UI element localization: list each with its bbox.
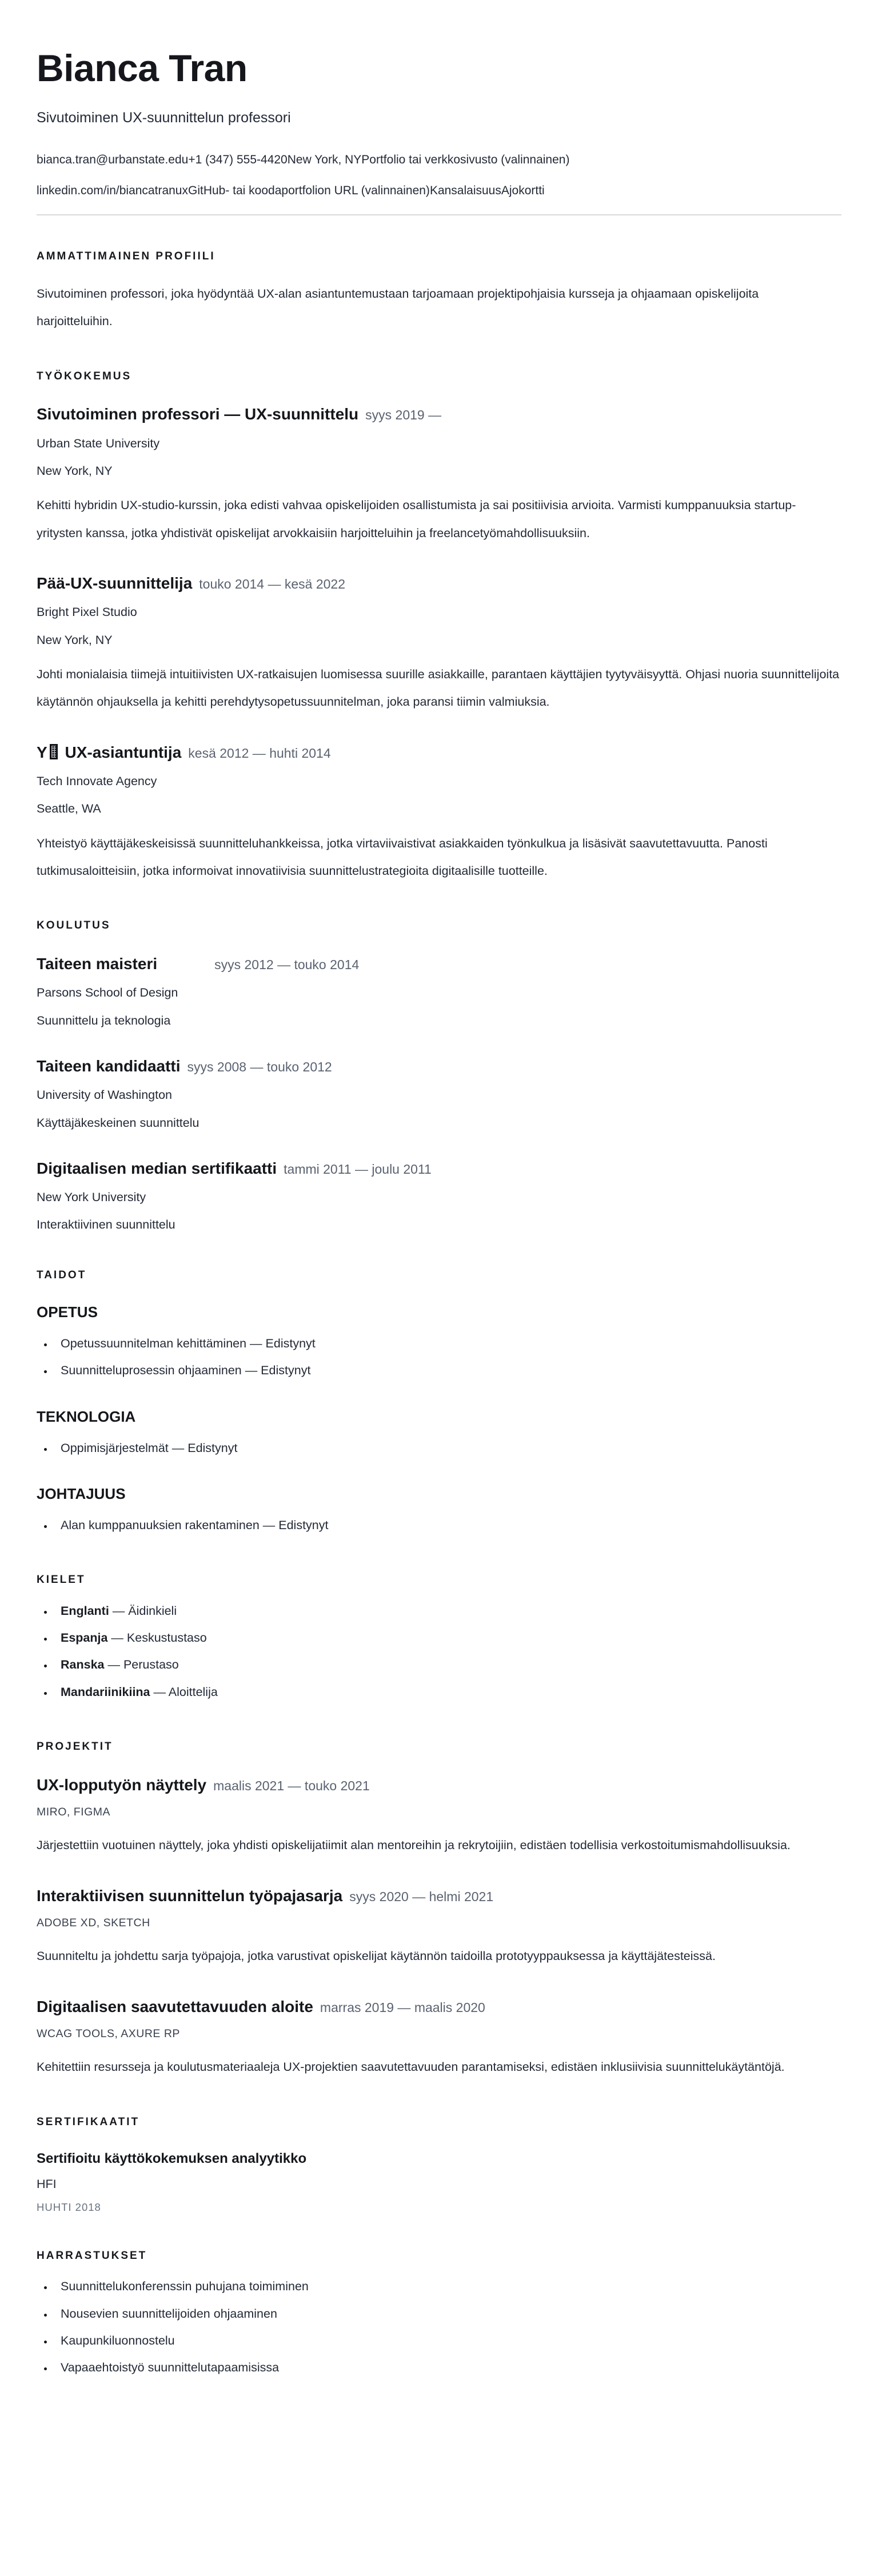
skill-list xyxy=(37,1435,841,1462)
degree-field: Käyttäjäkeskeinen suunnittelu xyxy=(37,1115,199,1130)
section-education xyxy=(37,919,841,1234)
profile-text: Sivutoiminen professori, joka hyödyntää UX-alan asiantuntemustaan tarjoamaan projektipohjaisia kursseja ja ohjaamaan opiskelijoita harjoitteluihin. xyxy=(37,286,759,329)
language-item xyxy=(54,1598,841,1625)
job-location: New York, NY xyxy=(37,464,113,478)
job-dates: kesä 2012 — huhti 2014 xyxy=(188,745,331,761)
language-level: — Äidinkieli xyxy=(109,1603,177,1618)
header-divider xyxy=(37,214,841,215)
degree-title: Taiteen kandidaatti xyxy=(37,1057,181,1075)
job-title-row xyxy=(37,742,841,763)
language-name: Mandariinikiina xyxy=(61,1685,150,1699)
job-dates: syys 2019 — xyxy=(365,407,442,423)
degree-entry xyxy=(37,1056,841,1132)
resume-header xyxy=(37,48,841,215)
hobby-item: • Nousevien suunnittelijoiden ohjaaminen xyxy=(54,2301,841,2327)
skill-item: • Alan kumppanuuksien rakentaminen — Edistynyt xyxy=(54,1512,841,1539)
contact-row-1 xyxy=(37,151,841,169)
project-entry xyxy=(37,1775,841,1859)
job-description: Johti monialaisia tiimejä intuitiivisten UX-ratkaisujen luomisessa suurille asiakkaille, parantaen käyttäjien tyytyväisyyttä. Ohjasi nuoria suunnittelijoita käytännön ohjauksella ja kehitti perehdytysopetussuunnitelman, joka paransi tiimin valmiuksia. xyxy=(37,667,840,709)
skill-item: • Opetussuunnitelman kehittäminen — Edistynyt xyxy=(54,1330,841,1357)
degree-dates: syys 2012 — touko 2014 xyxy=(214,957,360,972)
contact-portfolio-placeholder: Portfolio tai verkkosivusto (valinnainen) xyxy=(361,153,570,167)
section-heading-work: TYÖKOKEMUS xyxy=(37,370,132,382)
language-item xyxy=(54,1651,841,1678)
contact-row-2 xyxy=(37,182,841,200)
job-location: New York, NY xyxy=(37,633,113,647)
contact-phone: +1 (347) 555-4420 xyxy=(188,153,288,167)
degree-title-row xyxy=(37,1158,841,1179)
job-title: Sivutoiminen professori — UX-suunnittelu xyxy=(37,405,359,423)
certification-issuer: HFI xyxy=(37,2177,57,2191)
project-tools: MIRO, FIGMA xyxy=(37,1805,110,1818)
project-title: Digitaalisen saavutettavuuden aloite xyxy=(37,1997,313,2015)
section-projects xyxy=(37,1740,841,2081)
degree-title-row xyxy=(37,1056,841,1077)
job-title-row xyxy=(37,573,841,594)
job-description: Yhteistyö käyttäjäkeskeisissä suunnitteluhankkeissa, jotka virtaviivaistivat asiakkaiden työnkulkua ja lisäsivät saavutettavuutta. Panosti tutkimusaloitteisiin, jotka informoivat innovatiivisia suunnittelustrategioita digitaalisille tuotteille. xyxy=(37,836,768,878)
job-title-suffix: UX-asiantuntija xyxy=(60,743,182,761)
project-dates: syys 2020 — helmi 2021 xyxy=(349,1889,494,1904)
contact-drivers-license-label: Ajokortti xyxy=(501,183,545,197)
section-heading-profile: AMMATTIMAINEN PROFIILI xyxy=(37,250,215,263)
section-heading-skills: TAIDOT xyxy=(37,1269,87,1281)
missing-glyph-box-icon xyxy=(50,744,58,759)
hobby-item: • Suunnittelukonferenssin puhujana toimiminen xyxy=(54,2273,841,2300)
skill-group-name: OPETUS xyxy=(37,1303,98,1321)
job-entry xyxy=(37,573,841,716)
project-title-row xyxy=(37,1775,841,1795)
degree-school: Parsons School of Design xyxy=(37,986,178,1000)
job-location: Seattle, WA xyxy=(37,802,101,816)
language-level: — Keskustustaso xyxy=(107,1630,207,1645)
contact-github-placeholder: GitHub- tai koodaportfolion URL (valinnainen) xyxy=(187,183,430,197)
degree-school: New York University xyxy=(37,1190,146,1205)
project-tools: WCAG TOOLS, AXURE RP xyxy=(37,2027,180,2041)
project-title-row xyxy=(37,1997,841,2017)
project-dates: maalis 2021 — touko 2021 xyxy=(213,1778,370,1793)
job-company: Bright Pixel Studio xyxy=(37,605,137,619)
section-languages xyxy=(37,1573,841,1706)
job-company: Urban State University xyxy=(37,436,160,450)
skill-item: • Oppimisjärjestelmät — Edistynyt xyxy=(54,1435,841,1462)
degree-dates: syys 2008 — touko 2012 xyxy=(187,1059,332,1074)
skill-group-name: JOHTAJUUS xyxy=(37,1485,126,1502)
language-name: Espanja xyxy=(61,1630,108,1645)
language-name: Englanti xyxy=(61,1603,109,1618)
section-skills xyxy=(37,1269,841,1539)
project-entry xyxy=(37,1886,841,1970)
degree-entry xyxy=(37,1158,841,1234)
section-certifications xyxy=(37,2115,841,2215)
contact-location: New York, NY xyxy=(287,153,362,167)
hobby-item: • Vapaaehtoistyö suunnittelutapaamisissa xyxy=(54,2354,841,2381)
hobby-item: • Kaupunkiluonnostelu xyxy=(54,2327,841,2354)
degree-title: Digitaalisen median sertifikaatti xyxy=(37,1159,277,1177)
project-description: Järjestettiin vuotuinen näyttely, joka yhdisti opiskelijatiimit alan mentoreihin ja rekrytoijiin, edistäen todellisia verkostoitumismahdollisuuksia. xyxy=(37,1838,791,1853)
job-entry xyxy=(37,742,841,885)
job-title: Pää-UX-suunnittelija xyxy=(37,574,193,593)
job-dates: touko 2014 — kesä 2022 xyxy=(199,577,346,592)
skill-list xyxy=(37,1512,841,1539)
project-title-row xyxy=(37,1886,841,1906)
section-heading-education: KOULUTUS xyxy=(37,919,111,932)
job-entry xyxy=(37,404,841,547)
skill-list xyxy=(37,1330,841,1385)
degree-school: University of Washington xyxy=(37,1088,172,1102)
project-dates: marras 2019 — maalis 2020 xyxy=(320,1999,485,2015)
section-heading-languages: KIELET xyxy=(37,1573,86,1586)
degree-entry xyxy=(37,954,841,1030)
degree-title: Taiteen maisteri xyxy=(37,955,158,973)
project-description: Kehitettiin resursseja ja koulutusmateriaaleja UX-projektien saavutettavuuden parantamiseksi, edistäen inklusiivisia suunnittelukäytäntöjä. xyxy=(37,2060,785,2074)
skill-item: • Suunnitteluprosessin ohjaaminen — Edistynyt xyxy=(54,1357,841,1384)
contact-email: bianca.tran@urbanstate.edu xyxy=(37,153,189,167)
language-name: Ranska xyxy=(61,1658,105,1672)
degree-title-row xyxy=(37,954,841,974)
language-level: — Perustaso xyxy=(104,1658,179,1672)
section-profile xyxy=(37,250,841,335)
language-item xyxy=(54,1679,841,1706)
section-work xyxy=(37,370,841,885)
section-heading-projects: PROJEKTIT xyxy=(37,1740,113,1753)
certification-entry xyxy=(37,2150,841,2214)
job-description: Kehitti hybridin UX-studio-kurssin, joka edisti vahvaa opiskelijoiden osallistumista ja sai positiivisia arvioita. Varmisti kumppanuuksia startup-yritysten kanssa, jotka yhdistivät opiskelijat arvokkaisiin harjoitteluihin ja freelancetyömahdollisuuksiin. xyxy=(37,498,796,540)
degree-field: Suunnittelu ja teknologia xyxy=(37,1013,171,1027)
candidate-name: Bianca Tran xyxy=(37,47,248,89)
project-entry xyxy=(37,1997,841,2081)
language-level: — Aloittelija xyxy=(150,1685,218,1699)
candidate-title: Sivutoiminen UX-suunnittelun professori xyxy=(37,110,291,126)
skill-group-name: TEKNOLOGIA xyxy=(37,1407,136,1425)
degree-dates: tammi 2011 — joulu 2011 xyxy=(284,1161,432,1177)
certification-title: Sertifioitu käyttökokemuksen analyytikko xyxy=(37,2151,307,2167)
degree-field: Interaktiivinen suunnittelu xyxy=(37,1218,175,1232)
section-heading-certifications: SERTIFIKAATIT xyxy=(37,2115,140,2128)
section-hobbies xyxy=(37,2249,841,2382)
hobby-list xyxy=(37,2273,841,2381)
project-title: UX-lopputyön näyttely xyxy=(37,1775,207,1794)
project-title: Interaktiivisen suunnittelun työpajasarja xyxy=(37,1886,343,1905)
certification-date: HUHTI 2018 xyxy=(37,2201,101,2213)
job-title-row xyxy=(37,404,841,425)
section-heading-hobbies: HARRASTUKSET xyxy=(37,2249,147,2262)
language-list xyxy=(37,1598,841,1706)
project-description: Suunniteltu ja johdettu sarja työpajoja, jotka varustivat opiskelijat käytännön taidoilla prototyyppauksessa ja käyttäjätesteissä. xyxy=(37,1949,716,1963)
job-title-prefix: Y xyxy=(37,743,47,761)
contact-citizenship-label: Kansalaisuus xyxy=(429,183,501,197)
language-item xyxy=(54,1625,841,1651)
contact-linkedin: linkedin.com/in/biancatranux xyxy=(37,183,188,197)
job-company: Tech Innovate Agency xyxy=(37,774,157,789)
project-tools: ADOBE XD, SKETCH xyxy=(37,1916,150,1929)
